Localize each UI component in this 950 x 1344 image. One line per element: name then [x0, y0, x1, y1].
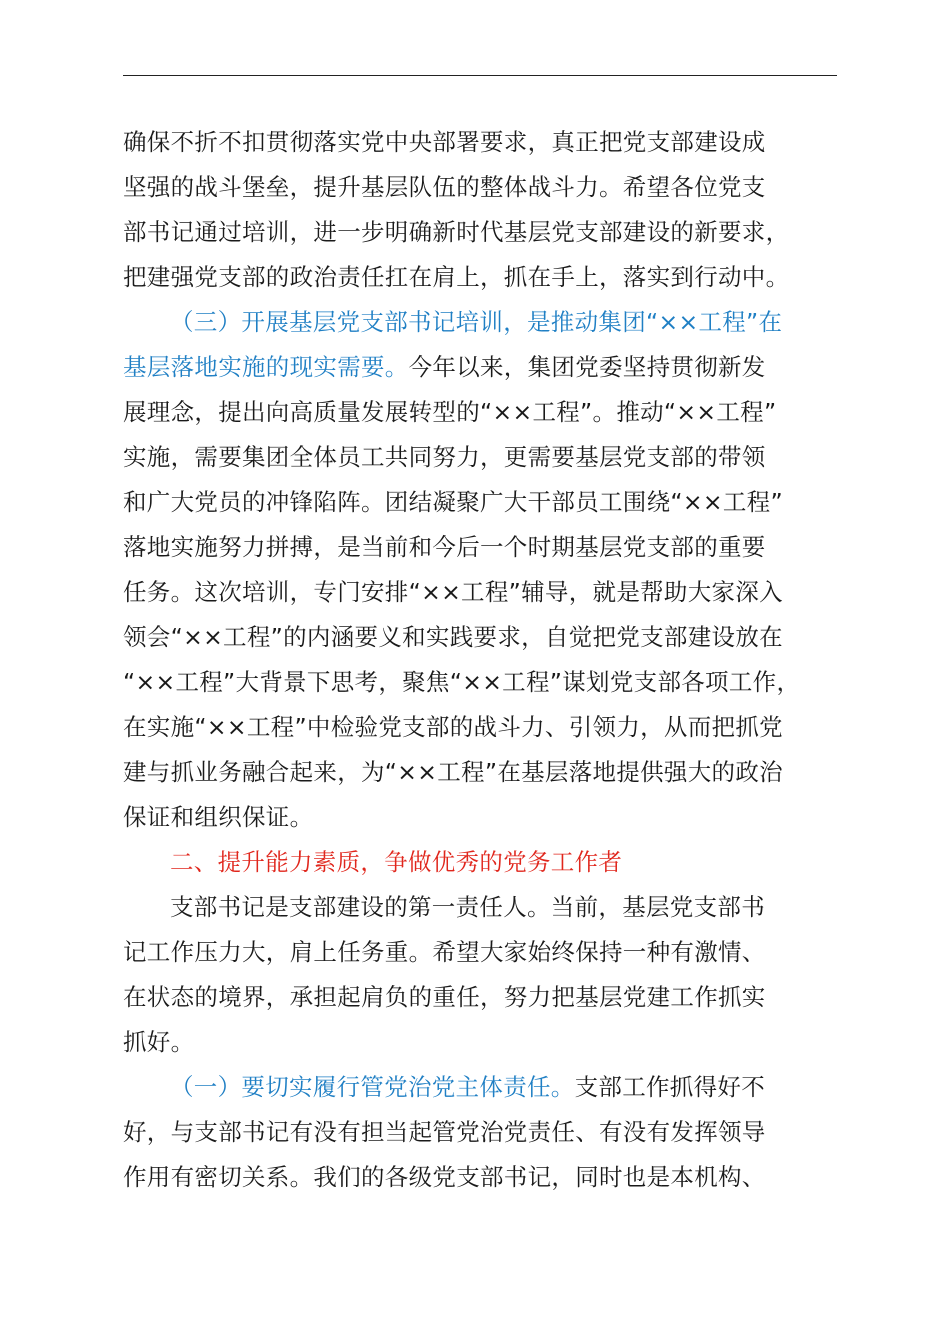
text-line: [123, 885, 843, 930]
text-line: [123, 705, 843, 750]
text-segment: 支部书记是支部建设的第一责任人。当前，基层党支部书: [170, 893, 765, 921]
text-segment: 落地实施努力拼搏，是当前和今后一个时期基层党支部的重要: [123, 533, 766, 561]
text-line: [123, 1020, 843, 1065]
text-line: [123, 975, 843, 1020]
text-segment: 记工作压力大，肩上任务重。希望大家始终保持一种有激情、: [123, 938, 766, 966]
text-line: [123, 480, 843, 525]
text-segment: 今年以来，集团党委坚持贯彻新发: [408, 353, 766, 381]
text-line: [123, 1110, 843, 1155]
text-line: [123, 300, 843, 345]
text-line: [123, 390, 843, 435]
document-body: [123, 120, 843, 1200]
text-line: [123, 435, 843, 480]
text-segment: 建与抓业务融合起来，为“××工程”在基层落地提供强大的政治: [123, 758, 783, 786]
text-segment: 和广大党员的冲锋陷阵。团结凝聚广大干部员工围绕“××工程”: [123, 488, 783, 516]
text-line: [123, 750, 843, 795]
section-heading: 二、提升能力素质，争做优秀的党务工作者: [170, 848, 623, 876]
text-line: [123, 930, 843, 975]
text-line: [123, 1065, 843, 1110]
text-line: [123, 795, 843, 840]
text-segment: 确保不折不扣贯彻落实党中央部署要求，真正把党支部建设成: [123, 128, 766, 156]
text-segment: 部书记通过培训，进一步明确新时代基层党支部建设的新要求，: [123, 218, 790, 246]
text-segment: 实施，需要集团全体员工共同努力，更需要基层党支部的带领: [123, 443, 766, 471]
text-segment: 保证和组织保证。: [123, 803, 314, 831]
text-segment: 支部工作抓得好不: [574, 1073, 766, 1101]
text-line: [123, 210, 843, 255]
subsection-heading: 基层落地实施的现实需要。: [123, 353, 409, 381]
text-segment: 坚强的战斗堡垒，提升基层队伍的整体战斗力。希望各位党支: [123, 173, 766, 201]
subsection-heading: （一）要切实履行管党治党主体责任。: [170, 1073, 575, 1101]
text-line: [123, 525, 843, 570]
text-line: [123, 570, 843, 615]
text-segment: 任务。这次培训，专门安排“××工程”辅导，就是帮助大家深入: [123, 578, 783, 606]
text-line: [123, 1155, 843, 1200]
text-segment: 把建强党支部的政治责任扛在肩上，抓在手上，落实到行动中。: [123, 263, 790, 291]
subsection-heading: （三）开展基层党支部书记培训，是推动集团“××工程”在: [170, 308, 783, 336]
text-line: [123, 120, 843, 165]
text-line: [123, 840, 843, 885]
text-segment: 好，与支部书记有没有担当起管党治党责任、有没有发挥领导: [123, 1118, 766, 1146]
text-segment: 在实施“××工程”中检验党支部的战斗力、引领力，从而把抓党: [123, 713, 783, 741]
text-segment: 作用有密切关系。我们的各级党支部书记，同时也是本机构、: [123, 1163, 766, 1191]
text-segment: 领会“××工程”的内涵要义和实践要求，自觉把党支部建设放在: [123, 623, 783, 651]
text-segment: 抓好。: [123, 1028, 195, 1056]
text-segment: 在状态的境界，承担起肩负的重任，努力把基层党建工作抓实: [123, 983, 766, 1011]
text-line: [123, 255, 843, 300]
header-rule: [123, 75, 837, 76]
text-segment: 展理念，提出向高质量发展转型的“××工程”。推动“××工程”: [123, 398, 777, 426]
text-line: [123, 345, 843, 390]
text-segment: “××工程”大背景下思考，聚焦“××工程”谋划党支部各项工作，: [123, 668, 801, 696]
text-line: [123, 615, 843, 660]
text-line: [123, 165, 843, 210]
text-line: [123, 660, 843, 705]
